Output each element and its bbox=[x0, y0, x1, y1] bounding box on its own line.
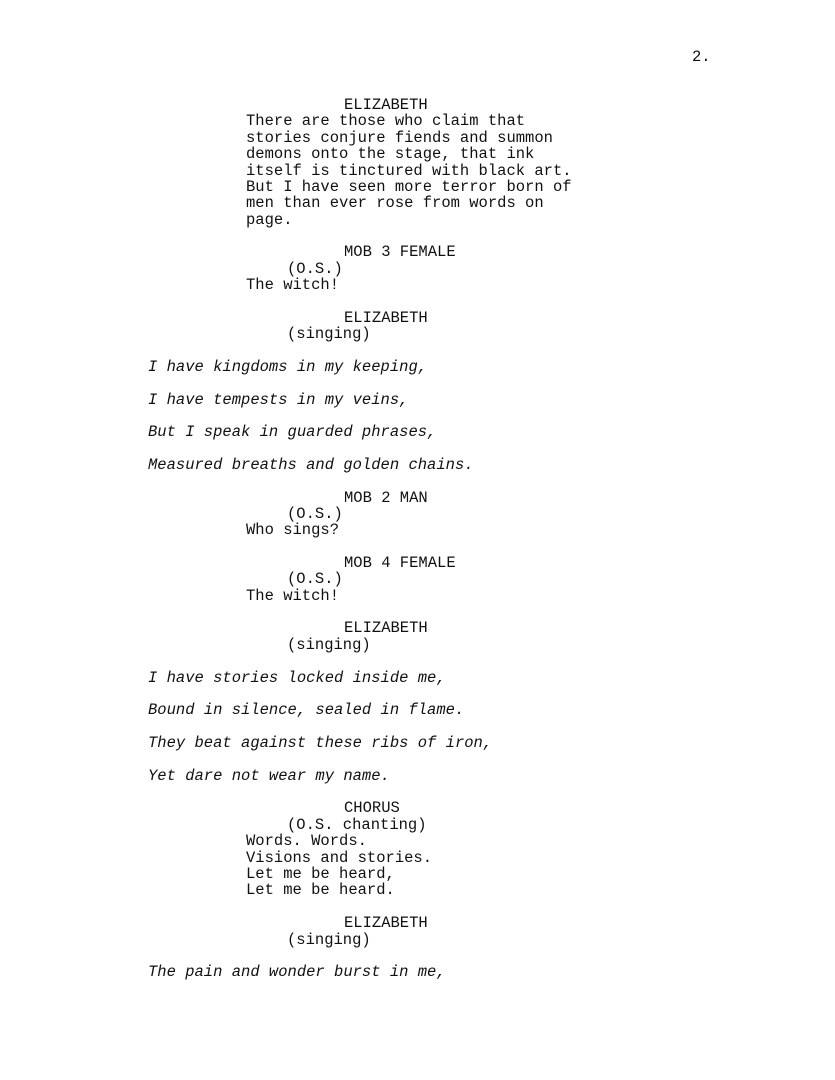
character-cue: MOB 3 FEMALE bbox=[344, 243, 456, 261]
dialogue-line: But I have seen more terror born of bbox=[246, 178, 572, 196]
lyric-line: I have stories locked inside me, bbox=[148, 669, 446, 687]
character-cue: ELIZABETH bbox=[344, 309, 428, 327]
dialogue-line: men than ever rose from words on bbox=[246, 194, 544, 212]
parenthetical: (O.S. chanting) bbox=[287, 816, 427, 834]
lyric-line: But I speak in guarded phrases, bbox=[148, 423, 437, 441]
character-cue: CHORUS bbox=[344, 799, 400, 817]
lyric-line: The pain and wonder burst in me, bbox=[148, 963, 446, 981]
lyric-line: Measured breaths and golden chains. bbox=[148, 456, 474, 474]
character-cue: ELIZABETH bbox=[344, 96, 428, 114]
dialogue-line: Let me be heard, bbox=[246, 865, 395, 883]
character-cue: MOB 2 MAN bbox=[344, 489, 428, 507]
parenthetical: (O.S.) bbox=[287, 570, 343, 588]
dialogue-line: Words. Words. bbox=[246, 832, 367, 850]
dialogue-line: itself is tinctured with black art. bbox=[246, 162, 572, 180]
page-number: 2. bbox=[692, 48, 711, 66]
lyric-line: Bound in silence, sealed in flame. bbox=[148, 701, 465, 719]
lyric-line: I have tempests in my veins, bbox=[148, 391, 409, 409]
dialogue-line: The witch! bbox=[246, 587, 340, 605]
dialogue-line: demons onto the stage, that ink bbox=[246, 145, 535, 163]
character-cue: ELIZABETH bbox=[344, 619, 428, 637]
dialogue-line: The witch! bbox=[246, 276, 340, 294]
lyric-line: I have kingdoms in my keeping, bbox=[148, 358, 428, 376]
dialogue-line: Visions and stories. bbox=[246, 849, 433, 867]
parenthetical: (O.S.) bbox=[287, 260, 343, 278]
dialogue-line: Who sings? bbox=[246, 521, 340, 539]
dialogue-line: Let me be heard. bbox=[246, 881, 395, 899]
lyric-line: They beat against these ribs of iron, bbox=[148, 734, 493, 752]
dialogue-line: page. bbox=[246, 211, 293, 229]
parenthetical: (singing) bbox=[287, 931, 371, 949]
parenthetical: (O.S.) bbox=[287, 505, 343, 523]
dialogue-line: There are those who claim that bbox=[246, 112, 526, 130]
parenthetical: (singing) bbox=[287, 636, 371, 654]
dialogue-line: stories conjure fiends and summon bbox=[246, 129, 553, 147]
character-cue: MOB 4 FEMALE bbox=[344, 554, 456, 572]
lyric-line: Yet dare not wear my name. bbox=[148, 767, 390, 785]
character-cue: ELIZABETH bbox=[344, 914, 428, 932]
parenthetical: (singing) bbox=[287, 325, 371, 343]
